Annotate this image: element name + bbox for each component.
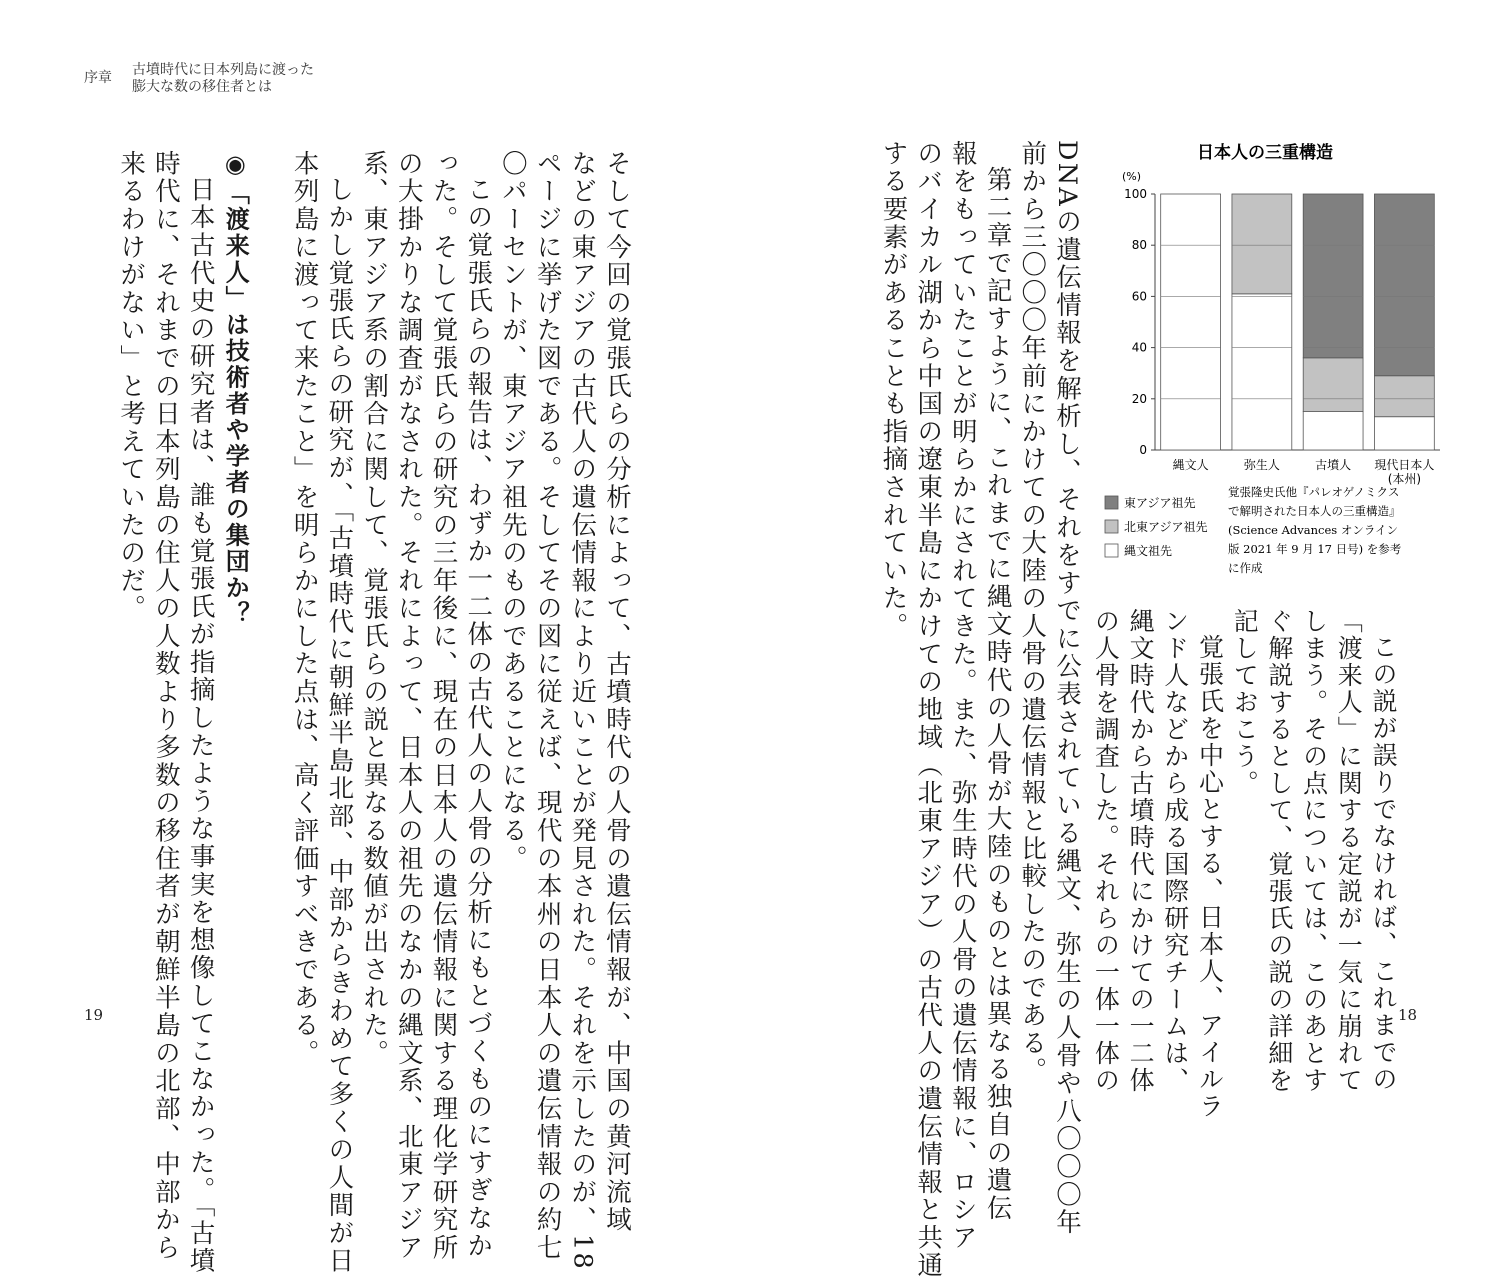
bar-segment [1303,412,1363,450]
chart-source-note: 版 2021 年 9 月 17 日号) を参考 [1228,542,1402,556]
right-body-text-bottom [1088,608,1400,1120]
text-column: する要素があることも指摘されていた。 [878,140,909,641]
text-column: 前から三〇〇〇年前にかけての大陸の人骨の遺伝情報と比較したのである。 [1017,140,1048,1086]
text-column: しかし覚張氏らの研究が、「古墳時代に朝鮮半島北部、中部からきわめて多くの人間が日 [324,176,355,1276]
text-column: 〇パーセントが、東アジア祖先のものであることになる。 [497,150,528,873]
page-number: 18 [1398,1006,1418,1024]
right-page [750,0,1500,1280]
text-column: 報をもっていたことが明らかにされてきた。また、弥生時代の人骨の遺伝情報に、ロシア [947,140,978,1252]
text-column: この覚張氏らの報告は、わずか一二体の古代人の人骨の分析にもとづくものにすぎなか [463,176,494,1261]
text-column: しまう。その点については、このあとす [1299,608,1329,1094]
legend-label: 縄文祖先 [1124,544,1173,558]
text-column: 「渡来人」に関する定説が一気に崩れて [1334,608,1364,1094]
legend-swatch [1105,520,1118,533]
left-page [0,0,750,1276]
x-tick-label: 縄文人 [1172,458,1209,472]
text-column: のバイカル湖から中国の遼東半島にかけての地域（北東アジア）の古代人の遺伝情報と共通 [913,140,944,1280]
x-tick-label: 弥生人 [1243,458,1280,472]
chart-source-note: (Science Advances オンライン [1228,523,1398,537]
text-column: ページに挙げた図である。そしてその図に従えば、現代の本州の日本人の遺伝情報の約七 [532,150,563,1262]
chapter-title-line: 古墳時代に日本列島に渡った [132,62,314,78]
text-column: の大掛かりな調査がなされた。それによって、日本人の祖先のなかの縄文系、北東アジア [393,150,424,1262]
x-tick-label: 現代日本人 [1374,458,1435,472]
bar-segment [1303,194,1363,358]
y-tick-label: 0 [1139,443,1147,457]
y-axis-unit: (%) [1122,170,1142,183]
chapter-title-line: 膨大な数の移住者とは [132,79,272,95]
text-column [252,150,287,1275]
text-column: DNAの遺伝情報を解析し、それをすでに公表されている縄文、弥生の人骨や八〇〇〇年 [1052,140,1082,1237]
x-tick-label: (本州) [1387,472,1422,486]
section-heading: ◉「渡来人」は技術者や学者の集団か？ [221,150,250,628]
ancestry-chart-svg [1100,138,1440,578]
ancestry-chart [1100,138,1440,578]
x-tick-label: 古墳人 [1315,458,1352,472]
bar-segment [1303,358,1363,412]
bar-segment [1232,294,1292,450]
page-number: 19 [84,1006,104,1024]
text-column: 本列島に渡って来たこと」を明らかにした点は、高く評価すべきである。 [289,150,320,1068]
y-tick-label: 80 [1131,238,1147,253]
y-tick-label: 20 [1131,391,1147,406]
right-body-text-top [876,140,1084,1280]
left-body-text [113,150,634,1275]
text-column: 縄文時代から古墳時代にかけての一二体 [1126,608,1156,1094]
text-column: 時代に、それまでの日本列島の住人の人数より多数の移住者が朝鮮半島の北部、中部から [150,150,181,1262]
text-column: そして今回の覚張氏らの分析によって、古墳時代の人骨の遺伝情報が、中国の黄河流域 [602,150,632,1235]
text-column: ぐ解説するとして、覚張氏の説の詳細を [1264,608,1294,1094]
text-column: った。そして覚張氏らの研究の三年後に、現在の日本人の遺伝情報に関する理化学研究所 [428,150,459,1262]
legend-swatch [1105,544,1118,557]
text-column: 日本古代史の研究者は、誰も覚張氏が指摘したような事実を想像してこなかった。「古墳 [185,176,216,1276]
chart-source-note: で解明された日本人の三重構造』 [1228,504,1401,518]
text-column: 第二章で記すように、これまでに縄文時代の人骨が大陸のものとは異なる独自の遺伝 [982,166,1013,1223]
chapter-label: 序章 [84,70,112,86]
text-column: ンド人などから成る国際研究チームは、 [1160,608,1190,1094]
chart-source-note: に作成 [1228,561,1263,575]
legend-swatch [1105,496,1118,509]
chart-title: 日本人の三重構造 [1197,143,1333,163]
text-column: 来るわけがない」と考えていたのだ。 [116,150,147,623]
text-column: 系、東アジア系の割合に関して、覚張氏らの説と異なる数値が出された。 [359,150,390,1068]
bar-segment [1232,194,1292,294]
text-column: この説が誤りでなければ、これまでの [1369,634,1398,1093]
bar-segment [1374,417,1434,450]
y-tick-label: 40 [1131,340,1147,355]
y-tick-label: 60 [1131,289,1147,304]
bar-segment [1374,194,1434,376]
bar-segment [1374,376,1434,417]
text-column: の人骨を調査した。それらの一体一体の [1091,608,1121,1094]
legend-label: 東アジア祖先 [1124,496,1196,510]
chapter-title [132,62,392,96]
text-column: 覚張氏を中心とする、日本人、アイルラ [1195,634,1225,1120]
text-column: などの東アジアの古代人の遺伝情報により近いことが発見された。それを示したのが、18 [567,150,598,1272]
chart-source-note: 覚張隆史氏他『パレオゲノミクス [1228,485,1400,499]
text-column: 記しておこう。 [1230,608,1260,797]
y-tick-label: 100 [1124,187,1147,201]
bar-segment [1161,194,1221,450]
legend-label: 北東アジア祖先 [1124,520,1208,534]
